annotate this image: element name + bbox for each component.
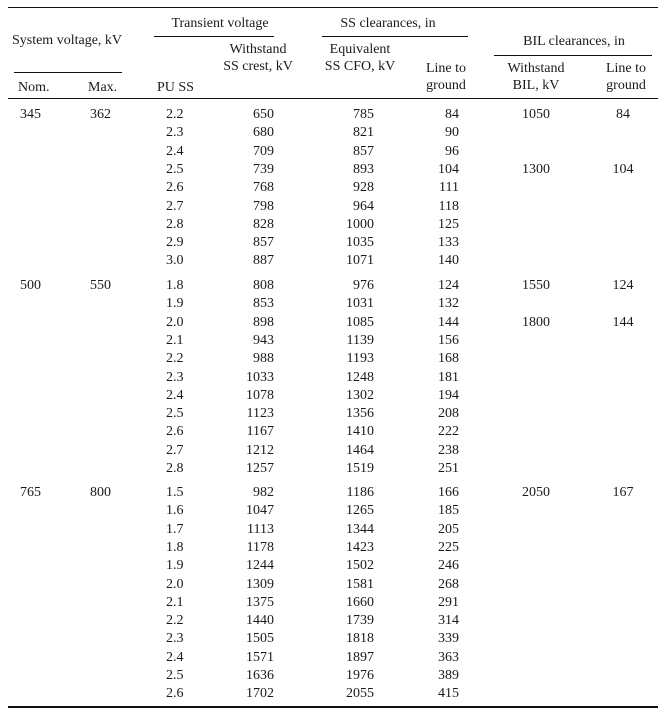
header-bil-clearances: BIL clearances, in — [523, 34, 625, 49]
system-voltage-underline — [14, 72, 122, 73]
cell-equivalent-ss-cfo: 1519 — [346, 461, 374, 476]
cell-withstand-ss-crest: 1440 — [246, 613, 274, 629]
cell-equivalent-ss-cfo: 1502 — [346, 558, 374, 574]
cell-equivalent-ss-cfo: 1976 — [346, 668, 374, 683]
cell-line-to-ground: 339 — [438, 631, 459, 647]
cell-withstand-ss-crest: 887 — [253, 253, 274, 269]
cell-withstand-ss-crest: 857 — [253, 235, 274, 251]
header-max: Max. — [88, 80, 118, 95]
cell-withstand-bil: 2050 — [522, 485, 550, 500]
cell-pu-ss: 2.7 — [166, 442, 184, 458]
cell-withstand-ss-crest: 1212 — [246, 442, 274, 458]
cell-pu-ss: 2.1 — [166, 594, 184, 610]
cell-withstand-ss-crest: 798 — [253, 198, 274, 214]
cell-max: 800 — [90, 485, 111, 500]
cell-pu-ss: 1.7 — [166, 521, 184, 537]
cell-withstand-ss-crest: 1309 — [246, 576, 274, 592]
cell-line-to-ground: 166 — [438, 485, 459, 500]
cell-withstand-ss-crest: 808 — [253, 278, 274, 293]
cell-pu-ss: 1.8 — [166, 278, 184, 293]
cell-equivalent-ss-cfo: 1818 — [346, 631, 374, 647]
cell-line-to-ground: 90 — [445, 125, 459, 141]
cell-equivalent-ss-cfo: 2055 — [346, 686, 374, 702]
cell-withstand-ss-crest: 1244 — [246, 558, 274, 574]
cell-line-to-ground: 389 — [438, 668, 459, 683]
cell-withstand-ss-crest: 1167 — [246, 424, 274, 440]
cell-line-to-ground: 251 — [438, 461, 459, 476]
cell-equivalent-ss-cfo: 893 — [353, 161, 374, 177]
cell-pu-ss: 1.8 — [166, 539, 184, 555]
cell-withstand-ss-crest: 1078 — [246, 387, 274, 403]
cell-pu-ss: 2.6 — [166, 180, 184, 196]
cell-equivalent-ss-cfo: 1265 — [346, 503, 374, 519]
cell-withstand-ss-crest: 1257 — [246, 461, 274, 476]
cell-withstand-ss-crest: 943 — [253, 332, 274, 348]
cell-equivalent-ss-cfo: 928 — [353, 180, 374, 196]
cell-pu-ss: 2.2 — [166, 351, 184, 367]
header-rule — [8, 98, 658, 99]
cell-pu-ss: 2.3 — [166, 125, 184, 141]
cell-equivalent-ss-cfo: 1071 — [346, 253, 374, 269]
cell-equivalent-ss-cfo: 1739 — [346, 613, 374, 629]
cell-withstand-ss-crest: 680 — [253, 125, 274, 141]
cell-pu-ss: 2.7 — [166, 198, 184, 214]
cell-bil-line-to-ground: 104 — [612, 161, 634, 177]
header-withstand-bil: Withstand BIL, kV — [507, 61, 565, 93]
cell-equivalent-ss-cfo: 1464 — [346, 442, 374, 458]
cell-pu-ss: 2.4 — [166, 649, 184, 665]
cell-equivalent-ss-cfo: 1000 — [346, 216, 374, 232]
cell-equivalent-ss-cfo: 1581 — [346, 576, 374, 592]
cell-equivalent-ss-cfo: 976 — [353, 278, 374, 293]
cell-equivalent-ss-cfo: 785 — [353, 107, 374, 122]
cell-pu-ss: 2.8 — [166, 461, 184, 476]
cell-line-to-ground: 238 — [438, 442, 459, 458]
cell-withstand-ss-crest: 1047 — [246, 503, 274, 519]
cell-withstand-ss-crest: 828 — [253, 216, 274, 232]
cell-equivalent-ss-cfo: 1248 — [346, 369, 374, 385]
cell-line-to-ground: 181 — [438, 369, 459, 385]
cell-line-to-ground: 140 — [438, 253, 459, 269]
cell-line-to-ground: 104 — [438, 161, 459, 177]
cell-pu-ss: 2.5 — [166, 161, 184, 177]
cell-withstand-bil: 1550 — [522, 278, 550, 293]
cell-equivalent-ss-cfo: 1897 — [346, 649, 374, 665]
cell-line-to-ground: 132 — [438, 296, 459, 312]
cell-pu-ss: 2.9 — [166, 235, 184, 251]
cell-line-to-ground: 205 — [438, 521, 459, 537]
cell-equivalent-ss-cfo: 1344 — [346, 521, 374, 537]
cell-withstand-ss-crest: 982 — [253, 485, 274, 500]
cell-line-to-ground: 111 — [439, 180, 459, 196]
cell-pu-ss: 2.3 — [166, 369, 184, 385]
cell-line-to-ground: 133 — [438, 235, 459, 251]
header-transient-voltage: Transient voltage — [171, 16, 269, 31]
cell-pu-ss: 2.4 — [166, 143, 184, 159]
cell-pu-ss: 2.0 — [166, 314, 184, 330]
cell-line-to-ground: 291 — [438, 594, 459, 610]
cell-pu-ss: 2.2 — [166, 107, 184, 122]
cell-equivalent-ss-cfo: 1423 — [346, 539, 374, 555]
cell-withstand-ss-crest: 650 — [253, 107, 274, 122]
cell-pu-ss: 1.9 — [166, 558, 184, 574]
cell-pu-ss: 2.6 — [166, 424, 184, 440]
cell-pu-ss: 1.5 — [166, 485, 184, 500]
cell-line-to-ground: 156 — [438, 332, 459, 348]
header-line-to-ground: Line to ground — [425, 61, 467, 93]
cell-equivalent-ss-cfo: 1035 — [346, 235, 374, 251]
cell-line-to-ground: 246 — [438, 558, 459, 574]
cell-equivalent-ss-cfo: 857 — [353, 143, 374, 159]
cell-equivalent-ss-cfo: 1356 — [346, 406, 374, 422]
cell-withstand-ss-crest: 1505 — [246, 631, 274, 647]
cell-nom: 765 — [20, 485, 41, 500]
header-bil-line-to-ground: Line to ground — [605, 61, 647, 93]
cell-max: 362 — [90, 107, 111, 122]
cell-equivalent-ss-cfo: 1186 — [346, 485, 374, 500]
top-rule — [8, 7, 658, 8]
header-pu-ss: PU SS — [157, 80, 194, 95]
cell-equivalent-ss-cfo: 1193 — [346, 351, 374, 367]
cell-withstand-ss-crest: 1113 — [247, 521, 274, 537]
cell-withstand-ss-crest: 988 — [253, 351, 274, 367]
cell-pu-ss: 2.5 — [166, 668, 184, 683]
cell-line-to-ground: 124 — [438, 278, 459, 293]
cell-nom: 345 — [20, 107, 41, 122]
cell-withstand-ss-crest: 1702 — [246, 686, 274, 702]
header-nom: Nom. — [18, 80, 50, 95]
cell-pu-ss: 2.8 — [166, 216, 184, 232]
cell-line-to-ground: 168 — [438, 351, 459, 367]
cell-pu-ss: 2.2 — [166, 613, 184, 629]
cell-withstand-ss-crest: 1636 — [246, 668, 274, 683]
cell-pu-ss: 3.0 — [166, 253, 184, 269]
cell-equivalent-ss-cfo: 821 — [353, 125, 374, 141]
cell-line-to-ground: 125 — [438, 216, 459, 232]
cell-equivalent-ss-cfo: 964 — [353, 198, 374, 214]
cell-pu-ss: 2.6 — [166, 686, 184, 702]
cell-line-to-ground: 222 — [438, 424, 459, 440]
cell-bil-line-to-ground: 167 — [612, 485, 634, 500]
cell-pu-ss: 2.0 — [166, 576, 184, 592]
cell-bil-line-to-ground: 144 — [612, 314, 634, 330]
cell-line-to-ground: 194 — [438, 387, 459, 403]
cell-line-to-ground: 415 — [438, 686, 459, 702]
cell-line-to-ground: 144 — [438, 314, 459, 330]
cell-equivalent-ss-cfo: 1660 — [346, 594, 374, 610]
header-system-voltage: System voltage, kV — [11, 33, 123, 48]
cell-pu-ss: 1.9 — [166, 296, 184, 312]
cell-withstand-ss-crest: 709 — [253, 143, 274, 159]
cell-bil-line-to-ground: 84 — [616, 107, 630, 122]
cell-pu-ss: 2.1 — [166, 332, 184, 348]
cell-max: 550 — [90, 278, 111, 293]
cell-equivalent-ss-cfo: 1031 — [346, 296, 374, 312]
cell-withstand-bil: 1800 — [522, 314, 550, 330]
cell-withstand-ss-crest: 853 — [253, 296, 274, 312]
cell-withstand-ss-crest: 739 — [253, 161, 274, 177]
cell-pu-ss: 1.6 — [166, 503, 184, 519]
cell-pu-ss: 2.3 — [166, 631, 184, 647]
header-withstand-ss-crest: Withstand SS crest, kV — [223, 42, 293, 74]
cell-line-to-ground: 185 — [438, 503, 459, 519]
cell-pu-ss: 2.5 — [166, 406, 184, 422]
bottom-rule — [8, 706, 658, 708]
header-equivalent-ss-cfo: Equivalent SS CFO, kV — [324, 42, 396, 74]
cell-withstand-bil: 1050 — [522, 107, 550, 122]
cell-withstand-bil: 1300 — [522, 161, 550, 177]
transient-voltage-underline — [154, 36, 274, 37]
cell-withstand-ss-crest: 1375 — [246, 594, 274, 610]
cell-pu-ss: 2.4 — [166, 387, 184, 403]
bil-clearances-underline — [494, 55, 652, 56]
cell-line-to-ground: 96 — [445, 143, 459, 159]
cell-line-to-ground: 268 — [438, 576, 459, 592]
cell-withstand-ss-crest: 1123 — [246, 406, 274, 422]
cell-withstand-ss-crest: 898 — [253, 314, 274, 330]
cell-withstand-ss-crest: 768 — [253, 180, 274, 196]
cell-line-to-ground: 225 — [438, 539, 459, 555]
cell-line-to-ground: 118 — [438, 198, 459, 214]
cell-line-to-ground: 363 — [438, 649, 459, 665]
header-ss-clearances: SS clearances, in — [340, 16, 436, 31]
cell-equivalent-ss-cfo: 1410 — [346, 424, 374, 440]
cell-equivalent-ss-cfo: 1302 — [346, 387, 374, 403]
cell-line-to-ground: 314 — [438, 613, 459, 629]
cell-nom: 500 — [20, 278, 41, 293]
cell-bil-line-to-ground: 124 — [612, 278, 634, 293]
cell-line-to-ground: 84 — [445, 107, 459, 122]
cell-equivalent-ss-cfo: 1085 — [346, 314, 374, 330]
cell-line-to-ground: 208 — [438, 406, 459, 422]
cell-equivalent-ss-cfo: 1139 — [346, 332, 374, 348]
ss-clearances-underline — [322, 36, 468, 37]
cell-withstand-ss-crest: 1178 — [246, 539, 274, 555]
cell-withstand-ss-crest: 1571 — [246, 649, 274, 665]
cell-withstand-ss-crest: 1033 — [246, 369, 274, 385]
